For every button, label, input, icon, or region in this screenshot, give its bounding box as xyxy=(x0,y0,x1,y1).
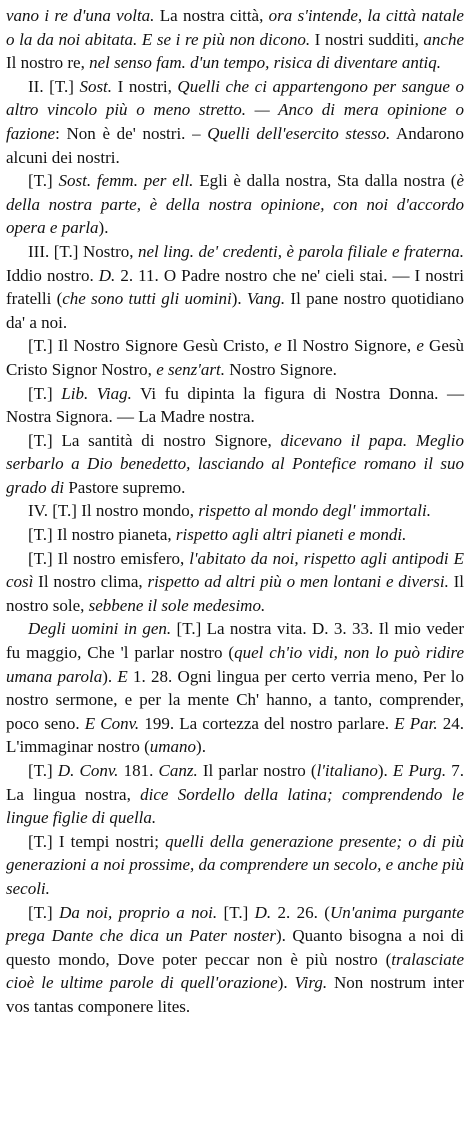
roman-text: : Non è de' nostri. xyxy=(55,123,193,143)
roman-text: I nostri, xyxy=(112,76,178,96)
roman-text: I nostri sudditi, xyxy=(310,29,424,49)
roman-text: [T.] xyxy=(28,761,58,780)
entry-paragraph xyxy=(6,547,464,618)
roman-text: Il nostro clima, xyxy=(33,572,148,592)
italic-text: dice Sordello della latina; comprendendo le lingue figlie di quella. xyxy=(6,784,464,828)
italic-text: l'italiano xyxy=(316,761,378,780)
italic-text: l'abitato da noi, rispetto agli antipodi E così xyxy=(6,548,464,592)
italic-text: quelli della generazione presente; o di più generazioni a noi prossime, da comprendere un secolo, e anche più secoli. xyxy=(6,831,464,898)
entry-paragraph xyxy=(6,901,464,1019)
roman-text: Il parlar nostro ( xyxy=(197,761,317,780)
roman-text: [T.] xyxy=(28,171,59,191)
italic-text: nel senso fam. d'un tempo, risica di diventare antiq. xyxy=(89,53,442,73)
roman-text: [T.] Il nostro pianeta, xyxy=(28,525,176,545)
italic-text: D. xyxy=(98,265,116,285)
roman-text: Iddio nostro. xyxy=(6,265,99,285)
roman-text: Non nostrum inter vos tantas componere lites. xyxy=(6,973,464,1016)
italic-text: rispetto ad altri più o men lontani e diversi. xyxy=(147,572,449,592)
italic-text: ora s'intende, la città natale o la da noi abitata. E se i re più non dicono. xyxy=(6,6,464,49)
italic-text: Lib. Viag. xyxy=(61,383,132,403)
roman-text: ). xyxy=(102,666,118,686)
roman-text: La nostra città, xyxy=(154,6,269,25)
italic-text: Un'anima purgante prega Dante che dica un Pater noster xyxy=(6,902,465,946)
entry-paragraph xyxy=(6,240,464,334)
roman-text: Il nostro sole, xyxy=(6,572,465,615)
roman-text: Nostro Signore. xyxy=(224,359,337,379)
italic-text: vano i re d'una volta. xyxy=(6,6,155,25)
entry-paragraph xyxy=(6,617,464,759)
italic-text: Quelli che ci appartengono per sangue o altro vincolo più o meno stretto. — Anco di mera opinione o fazione xyxy=(6,76,464,143)
roman-text: [T.] xyxy=(28,383,62,403)
entry-paragraph xyxy=(6,499,464,523)
italic-text: Sost. femm. per ell. xyxy=(58,171,194,191)
italic-text: quel ch'io vidi, non lo può ridire umana parola xyxy=(6,643,465,686)
roman-text: [T.] xyxy=(28,902,60,922)
italic-text: sebbene il sole medesimo. xyxy=(88,595,266,615)
roman-text: 7. La lingua nostra, xyxy=(6,761,464,804)
roman-text: [T.] Il Nostro Signore Gesù Cristo, xyxy=(28,336,275,356)
italic-text: rispetto agli altri pianeti e mondi. xyxy=(175,525,407,545)
roman-text: 199. La cortezza del nostro parlare. xyxy=(139,713,395,733)
roman-text: [T.] La santità di nostro Signore, xyxy=(28,430,281,450)
roman-text: 2. 26. ( xyxy=(271,902,330,922)
italic-text: E Purg. xyxy=(392,761,447,780)
roman-text: ). xyxy=(98,218,109,238)
italic-text: E xyxy=(117,666,128,686)
italic-text: E Par. xyxy=(394,713,438,733)
roman-text: [T.] xyxy=(217,902,255,922)
roman-text: ). Quanto bisogna a noi di questo mondo, Dove poter peccar non è più nostro ( xyxy=(6,926,464,969)
entry-paragraph xyxy=(6,523,464,547)
italic-text: Vang. xyxy=(246,289,286,309)
roman-text: III. [T.] Nostro, xyxy=(28,241,138,261)
roman-text: ). xyxy=(196,737,206,757)
entry-paragraph xyxy=(6,429,464,500)
italic-text: e xyxy=(416,336,424,356)
roman-text: [T.] Il nostro emisfero, xyxy=(28,548,190,568)
roman-text: 2. 11. O Padre nostro che ne' cieli stai. — I nostri fratelli ( xyxy=(6,265,464,309)
roman-text: ). xyxy=(277,973,295,993)
italic-text: rispetto al mondo degl' immortali. xyxy=(198,501,431,521)
entry-paragraph xyxy=(6,4,464,75)
roman-text: 181. xyxy=(118,761,159,780)
roman-text: Pastore supremo. xyxy=(64,477,186,497)
entry-paragraph xyxy=(6,169,464,240)
roman-text: Il pane nostro quotidiano da' a noi. xyxy=(6,289,464,332)
italic-text: e xyxy=(274,336,282,356)
italic-text: Canz. xyxy=(158,761,198,780)
italic-text: E Conv. xyxy=(84,713,140,733)
italic-text: umano xyxy=(149,737,197,757)
roman-text: Egli è dalla nostra, Sta dalla nostra ( xyxy=(193,171,457,191)
entry-paragraph xyxy=(6,75,464,169)
roman-text: [T.] La nostra vita. D. 3. 33. Il mio veder fu maggio, Che 'l parlar nostro ( xyxy=(6,619,464,663)
italic-text: tralasciate cioè le ultime parole di quell'orazione xyxy=(6,949,464,993)
entry-paragraph xyxy=(6,334,464,381)
italic-text: che sono tutti gli uomini xyxy=(62,289,232,309)
roman-text: Il Nostro Signore, xyxy=(281,336,417,356)
italic-text: anche xyxy=(423,29,465,49)
italic-text: dicevano il papa. Meglio serbarlo a Dio benedetto, lasciando al Pontefice romano il suo grado di xyxy=(6,430,465,497)
italic-text: Sost. xyxy=(79,76,113,96)
roman-text: [T.] I tempi nostri; xyxy=(28,831,166,851)
entry-paragraph xyxy=(6,830,464,901)
italic-text: – Quelli dell'esercito stesso. xyxy=(192,123,391,143)
entry-paragraph xyxy=(6,759,464,830)
italic-text: è della nostra parte, è della nostra opinione, con noi d'accordo opera e parla xyxy=(6,171,464,238)
roman-text: Gesù Cristo Signor Nostro, xyxy=(6,336,464,379)
roman-text: II. [T.] xyxy=(28,76,80,96)
italic-text: Da noi, proprio a noi. xyxy=(59,902,218,922)
italic-text: D. xyxy=(254,902,272,922)
roman-text: Vi fu dipinta la figura di Nostra Donna. — Nostra Signora. — La Madre nostra. xyxy=(6,383,464,427)
italic-text: Virg. xyxy=(294,973,328,993)
italic-text: Degli uomini in gen. xyxy=(28,619,172,639)
italic-text: D. Conv. xyxy=(57,761,119,780)
roman-text: Andarono alcuni dei nostri. xyxy=(6,123,464,167)
entry-paragraph xyxy=(6,382,464,429)
roman-text: 24. L'immaginar nostro ( xyxy=(6,713,465,757)
roman-text: IV. [T.] Il nostro mondo, xyxy=(28,501,199,521)
italic-text: nel ling. de' credenti, è parola filiale e fraterna. xyxy=(138,241,464,261)
roman-text: 1. 28. Ogni lingua per certo verria meno, Per lo nostro sermone, e per la mente Ch' hanno, a tanto, comprender, poco seno. xyxy=(6,666,464,733)
roman-text: ). xyxy=(231,289,247,309)
italic-text: e senz'art. xyxy=(156,359,225,379)
roman-text: ). xyxy=(377,761,393,780)
roman-text: Il nostro re, xyxy=(6,53,90,73)
